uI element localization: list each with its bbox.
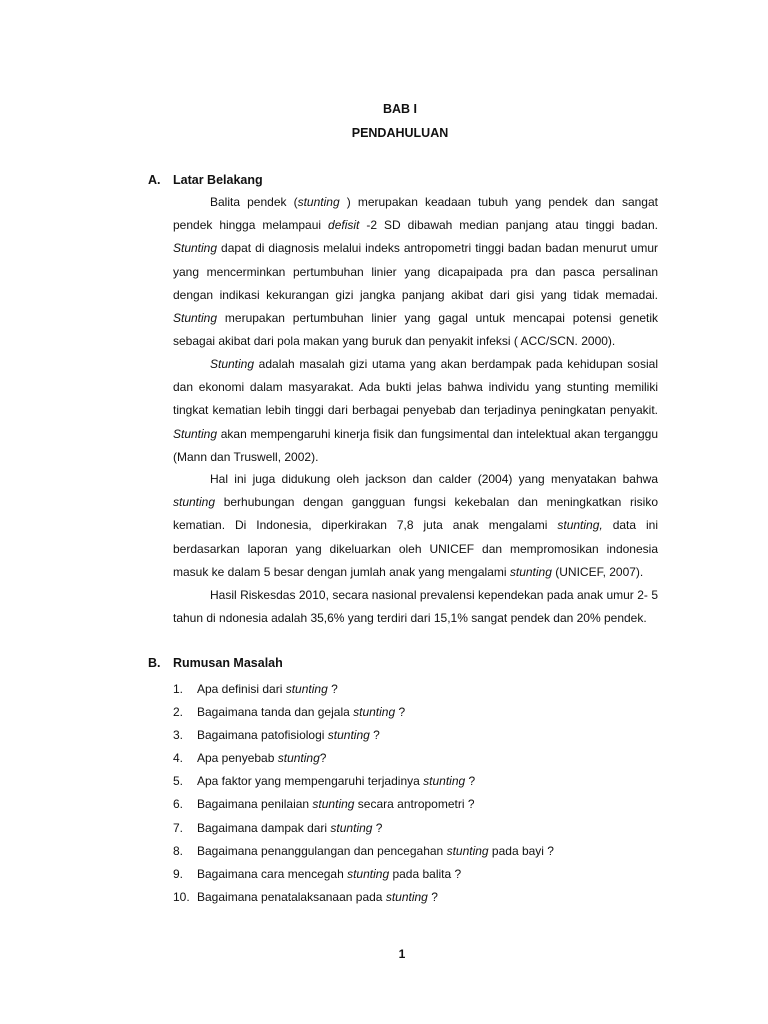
list-item [173,793,554,816]
italic-term: stunting [385,889,428,904]
text-run: Bagaimana penanggulangan dan pencegahan [197,843,447,858]
text-run: (UNICEF, 2007). [551,564,644,579]
section-a-letter: A. [148,173,161,187]
text-run: ? [372,820,383,835]
text-run: Bagaimana patofisiologi [197,728,328,743]
italic-term: stunting [297,195,340,209]
list-number: 8. [173,843,184,858]
text-run: ) merupakan keadaan tubuh yang pendek dan sangat pendek hingga melampaui [173,195,658,233]
italic-term: stunting [423,774,466,789]
italic-term: Stunting [173,311,218,326]
paragraph-4: Hasil Riskesdas 2010, secara nasional prevalensi kependekan pada anak umur 2- 5 tahun di ndonesia adalah 35,6% yang terdiri dari 15,1% sangat pendek dan 20% pendek. [173,588,658,626]
page-number: 1 [398,947,406,961]
text-run: ? [395,705,406,720]
list-number: 1. [173,682,184,696]
text-run: ? [369,728,380,743]
text-run: akan mempengaruhi kinerja fisik dan fungsimental dan intelektual akan terganggu (Mann dan Truswell, 2002). [173,426,658,464]
text-run: Balita pendek ( [210,195,298,209]
italic-term: stunting [327,728,370,743]
text-run: ? [319,751,327,766]
list-number: 4. [173,751,184,766]
section-b-title: Rumusan Masalah [173,656,283,670]
text-run: pada balita ? [389,866,462,881]
italic-term: stunting [509,564,552,579]
list-number: 3. [173,728,184,743]
list-number: 5. [173,774,184,789]
list-number: 7. [173,820,184,835]
list-number: 2. [173,705,184,720]
paragraph-2 [173,353,658,469]
list-item [173,678,554,701]
list-item [173,863,554,886]
italic-term: stunting [446,843,489,858]
text-run: berhubungan dengan gangguan fungsi kekebalan dan meningkatkan risiko kematian. Di Indonesia, diperkirakan 7,8 juta anak mengalami [173,495,658,533]
paragraph-3 [173,468,658,584]
text-run: secara antropometri ? [354,797,475,812]
text-run: Apa penyebab [197,751,278,766]
text-run: Apa definisi dari [197,682,286,696]
italic-term: defisit [328,218,360,233]
text-run: ? [327,682,338,696]
text-run: Bagaimana tanda dan gejala [197,705,354,720]
italic-term: stunting [285,682,328,696]
italic-term: Stunting [173,241,218,256]
list-item [173,747,554,770]
italic-term: stunting [277,751,320,766]
list-item [173,817,554,840]
chapter-label: BAB I [382,102,418,116]
italic-term: Stunting [173,426,218,441]
list-item [173,840,554,863]
text-run: ? [427,889,438,904]
list-item [173,701,554,724]
list-number: 10. [173,889,190,904]
text-run: Bagaimana penatalaksanaan pada [197,889,386,904]
list-number: 6. [173,797,184,812]
italic-term: stunting, [557,518,603,533]
text-run: merupakan pertumbuhan linier yang gagal untuk mencapai potensi genetik sebagai akibat dari pola makan yang buruk dan penyakit infeksi ( ACC/SCN. 2000). [173,311,658,349]
paragraph-1 [173,191,658,353]
text-run: Hal ini juga didukung oleh jackson dan calder (2004) yang menyatakan bahwa [210,472,658,486]
italic-term: stunting [312,797,355,812]
text-run: adalah masalah gizi utama yang akan berdampak pada kehidupan sosial dan ekonomi dalam masyarakat. Ada bukti jelas bahwa individu yang stunting memiliki tingkat kematian lebih tinggi dari berbagai penyebab dan terjadinya peningkatan penyakit. [173,357,658,418]
text-run: Apa faktor yang mempengaruhi terjadinya [197,774,424,789]
italic-term: stunting [330,820,373,835]
italic-term: Stunting [210,357,255,371]
list-number: 9. [173,866,184,881]
problem-list [173,678,554,909]
section-a-heading [148,173,263,187]
text-run: dapat di diagnosis melalui indeks antropometri tinggi badan badan menurut umur yang mencerminkan pertumbuhan linier yang dicapaipada pra dan pasca persalinan dengan indikasi kekurangan gizi jangka panjang akibat dari gisi yang tidak memadai. [173,241,658,302]
list-item [173,724,554,747]
text-run: Bagaimana dampak dari [197,820,331,835]
italic-term: stunting [347,866,390,881]
italic-term: stunting [353,705,396,720]
chapter-title: PENDAHULUAN [351,126,449,140]
list-item [173,886,554,909]
section-a-title: Latar Belakang [173,173,263,187]
text-run: data ini berdasarkan laporan yang dikeluarkan oleh UNICEF dan mempromosikan indonesia masuk ke dalam 5 besar dengan jumlah anak yang mengalami [173,518,658,579]
text-run: -2 SD dibawah median panjang atau tinggi badan. [359,218,658,233]
section-b-letter: B. [148,656,161,670]
text-run: pada bayi ? [488,843,554,858]
italic-term: stunting [173,495,216,510]
text-run: ? [465,774,476,789]
text-run: Bagaimana cara mencegah [197,866,348,881]
text-run: Bagaimana penilaian [197,797,313,812]
section-b-heading [148,656,283,670]
list-item [173,770,554,793]
